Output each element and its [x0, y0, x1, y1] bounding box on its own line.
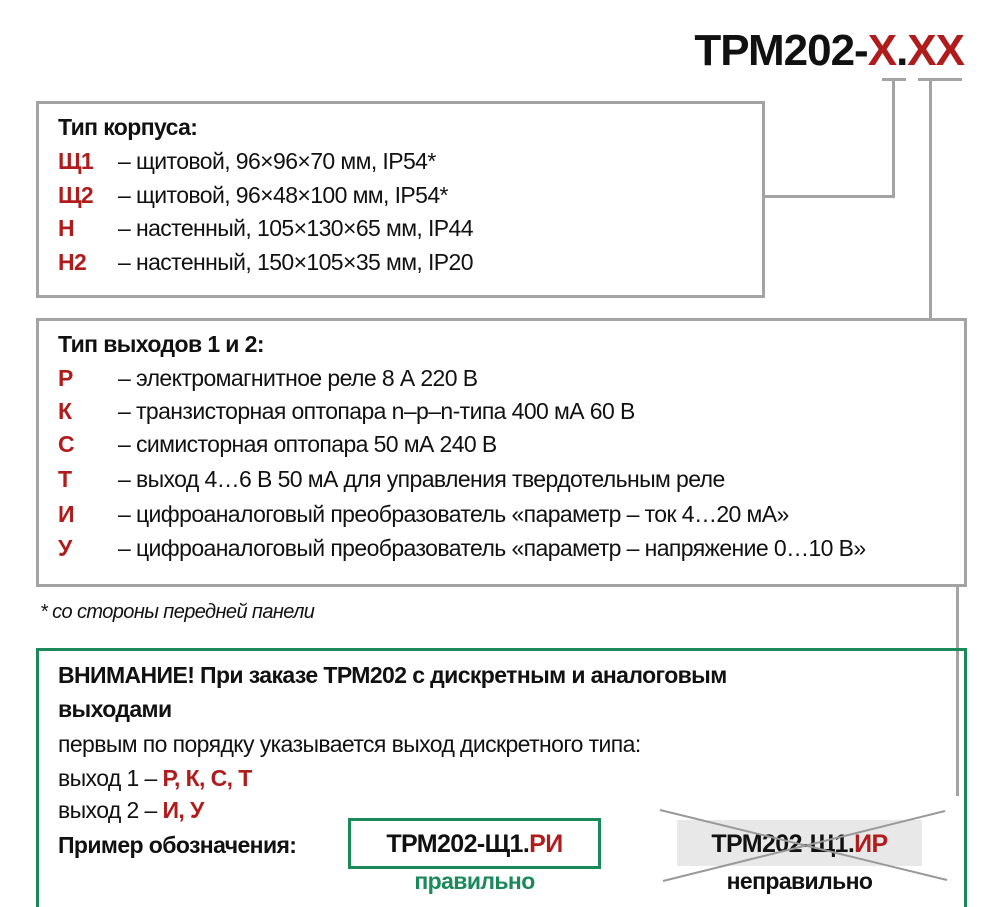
code: К: [58, 398, 72, 424]
outputs-heading: Тип выходов 1 и 2:: [58, 331, 264, 357]
code: Т: [58, 466, 72, 492]
output-item: [58, 535, 866, 562]
title-prefix: ТРМ202-: [694, 26, 868, 75]
output-item: [58, 466, 725, 493]
prefix: ТРМ202-Щ1.: [711, 830, 855, 858]
output2-rule: [58, 797, 204, 824]
title-dot: .: [896, 26, 908, 75]
correct-caption: правильно: [414, 868, 535, 894]
desc: – щитовой, 96×96×70 мм, IP54*: [118, 148, 436, 174]
suffix: РИ: [529, 830, 563, 858]
notice-line1: ВНИМАНИЕ! При заказе ТРМ202 с дискретным и аналоговым: [58, 662, 727, 688]
output-item: [58, 431, 497, 458]
wrong-caption: неправильно: [726, 868, 873, 894]
example-label: Пример обозначения:: [58, 832, 297, 858]
connector: [762, 195, 895, 198]
desc: – цифроаналоговый преобразователь «параметр – ток 4…20 мА»: [118, 501, 789, 527]
desc: – щитовой, 96×48×100 мм, IP54*: [118, 182, 448, 208]
housing-heading: Тип корпуса:: [58, 114, 198, 140]
desc: – электромагнитное реле 8 А 220 В: [118, 365, 478, 391]
housing-item: [58, 148, 436, 175]
codes: Р, К, С, Т: [162, 765, 252, 791]
code: С: [58, 431, 75, 457]
output1-rule: [58, 765, 252, 792]
title-housing-placeholder: Х: [867, 26, 897, 75]
code: И: [58, 501, 74, 527]
desc: – настенный, 105×130×65 мм, IP44: [118, 215, 473, 241]
output-item: [58, 365, 477, 392]
suffix: ИР: [854, 830, 888, 858]
code: У: [58, 535, 72, 561]
notice-line2: выходами: [58, 696, 172, 722]
housing-item: [58, 182, 448, 209]
correct-example: [348, 830, 601, 859]
connector: [929, 78, 932, 320]
desc: – транзисторная оптопара n–p–n-типа 400 мА 60 В: [118, 398, 635, 424]
code: Н2: [58, 249, 87, 275]
code: Н: [58, 215, 75, 241]
desc: – настенный, 150×105×35 мм, IP20: [118, 249, 473, 275]
connector: [918, 78, 962, 81]
codes: И, У: [162, 797, 204, 823]
housing-item: [58, 215, 473, 242]
label: выход 1 –: [58, 765, 163, 791]
code: Р: [58, 365, 73, 391]
output-item: [58, 501, 789, 528]
prefix: ТРМ202-Щ1.: [386, 830, 530, 858]
code: Щ1: [58, 148, 94, 174]
desc: – симисторная оптопара 50 мА 240 В: [118, 431, 497, 457]
output-item: [58, 398, 635, 425]
footnote: * со стороны передней панели: [40, 601, 315, 623]
code: Щ2: [58, 182, 94, 208]
desc: – цифроаналоговый преобразователь «параметр – напряжение 0…10 В»: [118, 535, 866, 561]
desc: – выход 4…6 В 50 мА для управления твердотельным реле: [118, 466, 725, 492]
housing-item: [58, 249, 473, 276]
label: выход 2 –: [58, 797, 163, 823]
connector: [892, 78, 895, 198]
title-outputs-placeholder: ХХ: [907, 26, 964, 75]
model-code-title: [694, 26, 964, 76]
notice-line3: первым по порядку указывается выход дискретного типа:: [58, 731, 641, 757]
